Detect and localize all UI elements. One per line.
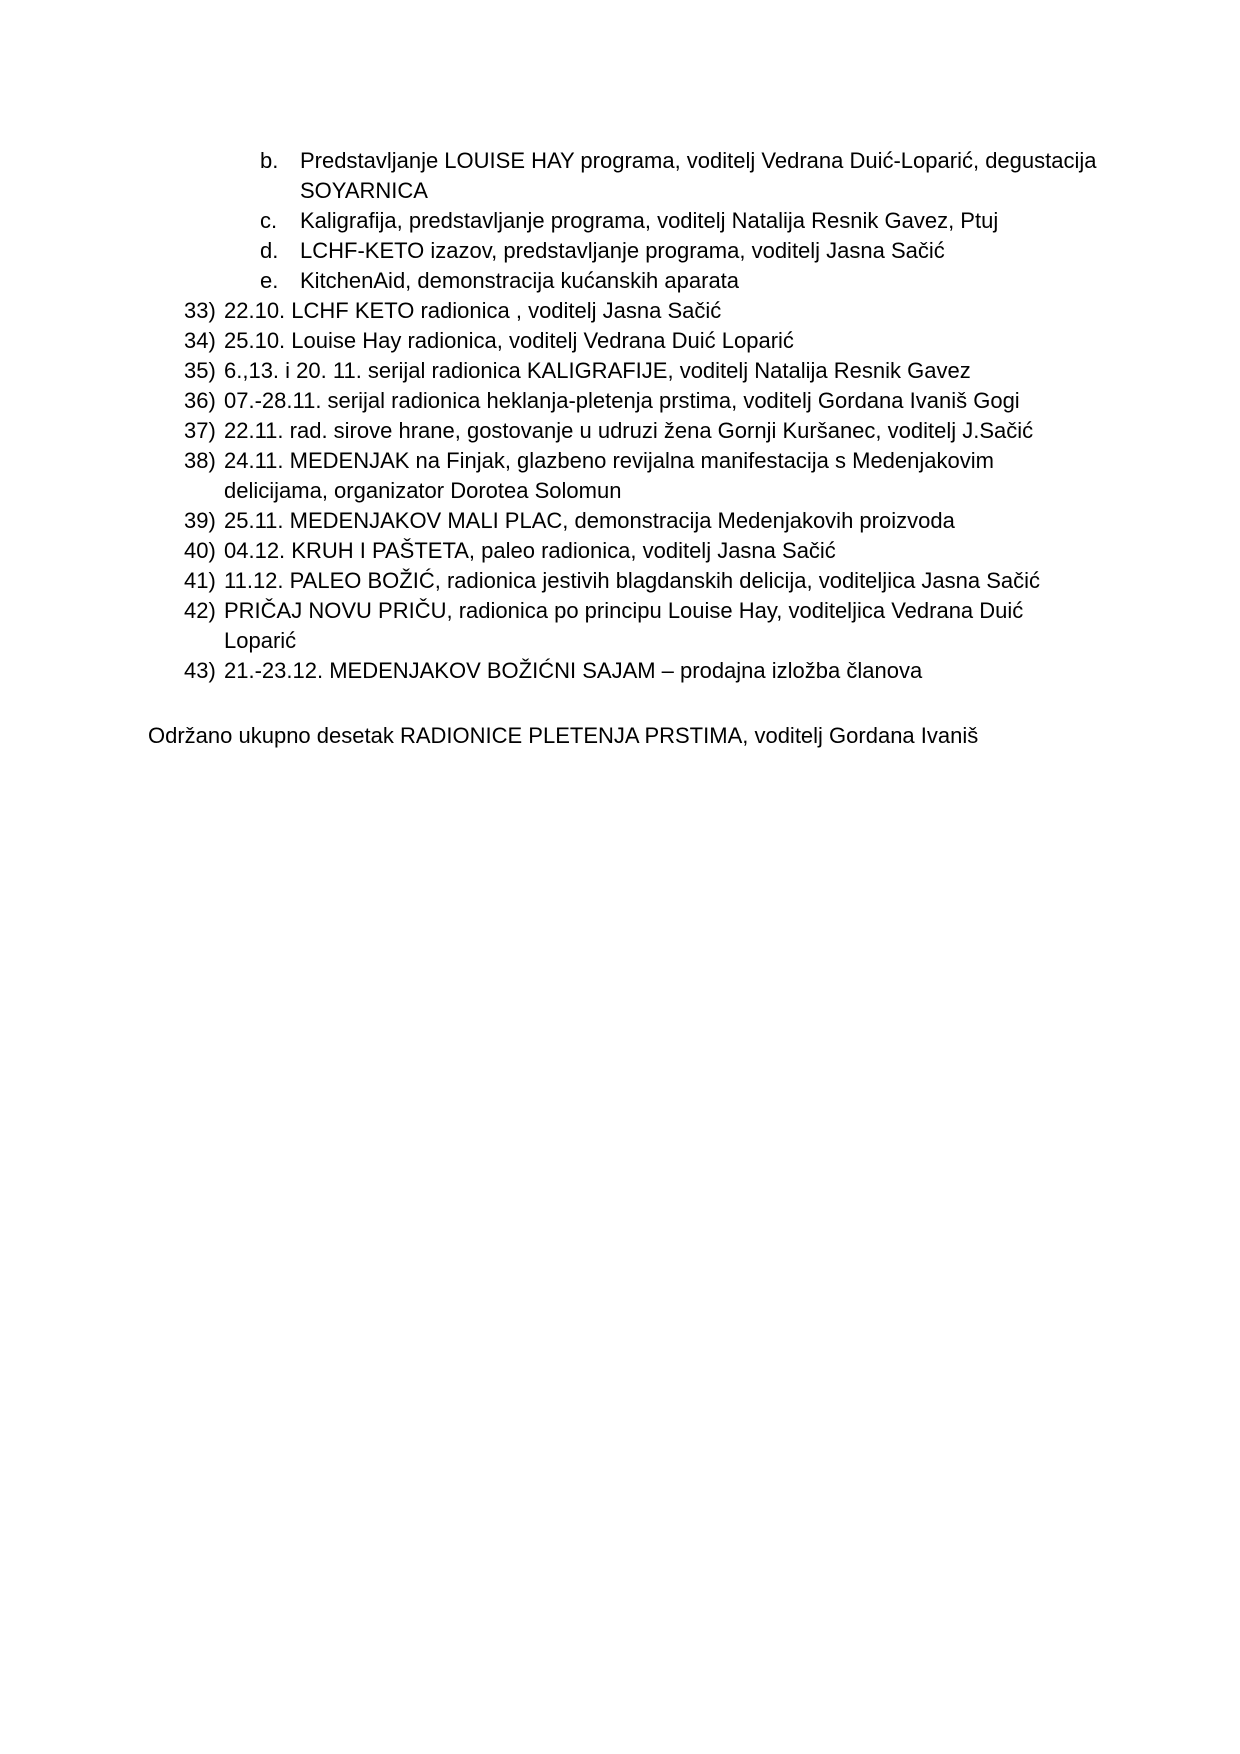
list-item-text: 07.-28.11. serijal radionica heklanja-pletenja prstima, voditelj Gordana Ivaniš Gogi bbox=[224, 388, 1020, 413]
list-item-text: 24.11. MEDENJAK na Finjak, glazbeno revijalna manifestacija s Medenjakovim delicijama, organizator Dorotea Solomun bbox=[224, 448, 994, 503]
list-item-text: Kaligrafija, predstavljanje programa, voditelj Natalija Resnik Gavez, Ptuj bbox=[300, 208, 999, 233]
list-item bbox=[184, 566, 1084, 596]
list-marker: e. bbox=[260, 268, 279, 293]
list-item bbox=[184, 356, 1084, 386]
list-item bbox=[260, 146, 1120, 206]
list-item bbox=[184, 326, 1084, 356]
list-item-text: 6.,13. i 20. 11. serijal radionica KALIGRAFIJE, voditelj Natalija Resnik Gavez bbox=[224, 358, 971, 383]
list-item bbox=[184, 536, 1084, 566]
list-marker: 33) bbox=[184, 298, 216, 323]
list-item bbox=[260, 236, 1120, 266]
list-marker: d. bbox=[260, 238, 279, 263]
list-marker: c. bbox=[260, 208, 278, 233]
list-item bbox=[184, 416, 1084, 446]
list-marker: 36) bbox=[184, 388, 216, 413]
list-marker: 39) bbox=[184, 508, 216, 533]
list-item-text: 11.12. PALEO BOŽIĆ, radionica jestivih blagdanskih delicija, voditeljica Jasna Sačić bbox=[224, 568, 1041, 593]
numbered-event-list bbox=[184, 296, 1084, 686]
list-item bbox=[184, 386, 1084, 416]
list-marker: b. bbox=[260, 148, 279, 173]
list-item bbox=[260, 206, 1120, 236]
list-marker: 43) bbox=[184, 658, 216, 683]
list-item bbox=[184, 656, 1084, 686]
sub-item-list bbox=[260, 146, 1120, 296]
list-item bbox=[184, 446, 1084, 506]
list-marker: 35) bbox=[184, 358, 216, 383]
list-item-text: KitchenAid, demonstracija kućanskih aparata bbox=[300, 268, 740, 293]
list-item-text: 25.11. MEDENJAKOV MALI PLAC, demonstracija Medenjakovih proizvoda bbox=[224, 508, 955, 533]
list-item bbox=[184, 506, 1084, 536]
list-item-text: LCHF-KETO izazov, predstavljanje programa, voditelj Jasna Sačić bbox=[300, 238, 945, 263]
list-item-text: PRIČAJ NOVU PRIČU, radionica po principu Louise Hay, voditeljica Vedrana Duić Loparić bbox=[224, 598, 1024, 653]
list-marker: 37) bbox=[184, 418, 216, 443]
list-marker: 34) bbox=[184, 328, 216, 353]
list-item-text: Predstavljanje LOUISE HAY programa, voditelj Vedrana Duić-Loparić, degustacija SOYARNICA bbox=[300, 148, 1097, 203]
list-item-text: 25.10. Louise Hay radionica, voditelj Vedrana Duić Loparić bbox=[224, 328, 794, 353]
list-marker: 40) bbox=[184, 538, 216, 563]
list-item-text: 04.12. KRUH I PAŠTETA, paleo radionica, voditelj Jasna Sačić bbox=[224, 538, 836, 563]
summary-paragraph: Održano ukupno desetak RADIONICE PLETENJA PRSTIMA, voditelj Gordana Ivaniš bbox=[148, 723, 979, 748]
list-marker: 38) bbox=[184, 448, 216, 473]
list-item bbox=[184, 296, 1084, 326]
list-marker: 41) bbox=[184, 568, 216, 593]
list-marker: 42) bbox=[184, 598, 216, 623]
list-item-text: 22.10. LCHF KETO radionica , voditelj Jasna Sačić bbox=[224, 298, 722, 323]
list-item-text: 21.-23.12. MEDENJAKOV BOŽIĆNI SAJAM – prodajna izložba članova bbox=[224, 658, 923, 683]
list-item-text: 22.11. rad. sirove hrane, gostovanje u udruzi žena Gornji Kuršanec, voditelj J.Sačić bbox=[224, 418, 1034, 443]
list-item bbox=[184, 596, 1084, 656]
list-item bbox=[260, 266, 1120, 296]
